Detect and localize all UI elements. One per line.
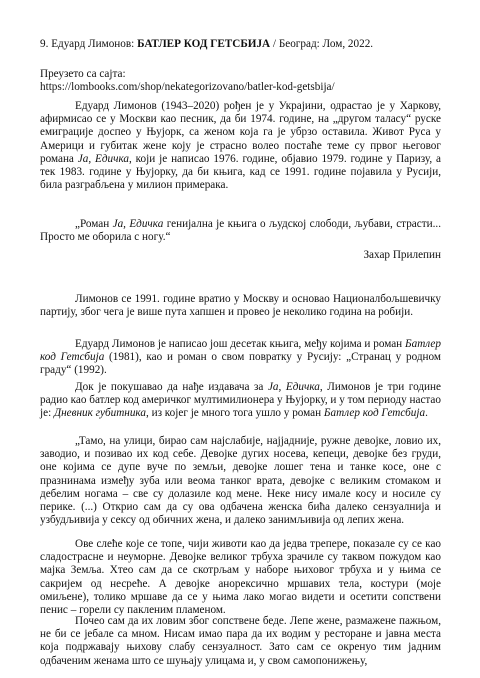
book-header [40,38,460,51]
source-label: Преузето са сајта: [40,68,126,80]
book-title: БАТЛЕР КОД ГЕТСБИЈА [137,38,271,50]
intro-paragraph [40,100,441,192]
butler-italic-3: Батлер код Гетсбија [323,407,426,420]
quote-paragraph [40,218,441,244]
quote-signature: Захар Прилепин [363,249,441,261]
books-text-2: (1981), као и роман о свом повратку у Русију: „Странац у родном граду“ (1992). [40,351,441,377]
paragraph-books [40,338,441,378]
intro-italic-title: Ја, Едичка [77,152,129,165]
source-block [40,68,460,94]
paragraph-party: Лимонов се 1991. године вратио у Москву и основао Националбољшевичку партију, због чега је више пута хапшен и провео је неколико година на робији. [40,293,441,319]
quote-italic-title: Ја, Едичка [112,218,164,230]
books-text-1: Едуард Лимонов је написао још десетак књига, међу којима и роман [75,338,405,350]
butler-text-1: Док је покушавао да нађе издавача за [75,381,268,393]
paragraph-quote-girls: Ове слеће које се топе, чији животи као да једва трепере, показале су се као сладострасне и неуморне. Девојке великог трбуха зрачиле су таквом пожудом као мајка Земља. Хтео сам да се скотрљам у наборе њиховог трбуха и у њима се сакријем од несреће. А девојке анорексично мршавих тела, костури (моје омиљене), толико мршаве да се у њима лако могао видети и осетити сопствени пенис – горели су пакленим пламеном. [40,538,441,617]
quote-text-2: гениjална је књига о људској слободи, љубави, страсти... Просто ме оборила с ногу.“ [40,218,442,244]
intro-text-2: , који је написао 1976. године, објавио 1979. године у Паризу, а тек 1983. године у Њујорку, да би књига, кад се 1991. године појавила у Русији, била разграбљена у милион примерака. [40,152,441,192]
butler-italic-2: Дневник губитника [53,407,146,420]
books-italic-title: Батлер код Гетсбија [40,338,441,364]
quote-text-1: „Роман [75,218,113,230]
paragraph-butler [40,381,441,421]
butler-text-2: , Лимонов је три године радио као батлер код америчког мултимилионера у Њујорку, и у том периоду настао је: [40,381,441,420]
author-name: Едуард Лимонов: [51,38,135,50]
entry-number: 9. [40,38,49,50]
intro-text-1: Едуард Лимонов (1943–2020) рођен је у Украјини, одрастао је у Харкову, афирмисао се у Москви као песник, да би 1974. године, на „другом таласу“ руске емиграције доспео у Њујорк, са женом која га је убрзо оставила. Живот Руса у Америци и губитак жене коју је страсно волео постаће теме су првог његовог романа [40,100,441,165]
source-url[interactable]: https://lombooks.com/shop/nekategorizovano/batler-kod-getsbija/ [40,81,335,94]
butler-text-3: , из којег је много тога ушло у роман [145,407,324,420]
publisher-info: / Београд: Лом, 2022. [272,38,374,50]
paragraph-poverty: Почео сам да их ловим због сопствене беде. Лепе жене, размажене пажњом, не би се јебале са мном. Нисам имао пара да их водим у ресторане и јавна места која подржавају њихову слабу сензуалност. Зато сам се окренуо тим јадним одбаченим женама што се шуњају улицама и, у свом самопонижењу, [40,615,441,667]
paragraph-quote-street: „Тамо, на улици, бирао сам најслабије, најјадније, ружне девојке, ловио их, заводио, и позивао их код себе. Девојке дугих носева, кепеци, девојке без груди, оне којима се дупе вуче по земљи, девојке лошег тена и танке косе, оне с празнинама између зуба или веома танког врата, девојке с великим стомаком и дебелим ногама – све су долазиле код мене. Неке нису имале косу и носиле су перике. (...) Открио сам да су ова одбачена женска бића далеко сензуалнија и узбудљивија у сексу од обичних жена, и далеко занимљивија од лепих жена. [40,435,441,527]
butler-italic-1: Ја, Едичка [267,381,320,393]
butler-text-4: . [425,407,428,420]
